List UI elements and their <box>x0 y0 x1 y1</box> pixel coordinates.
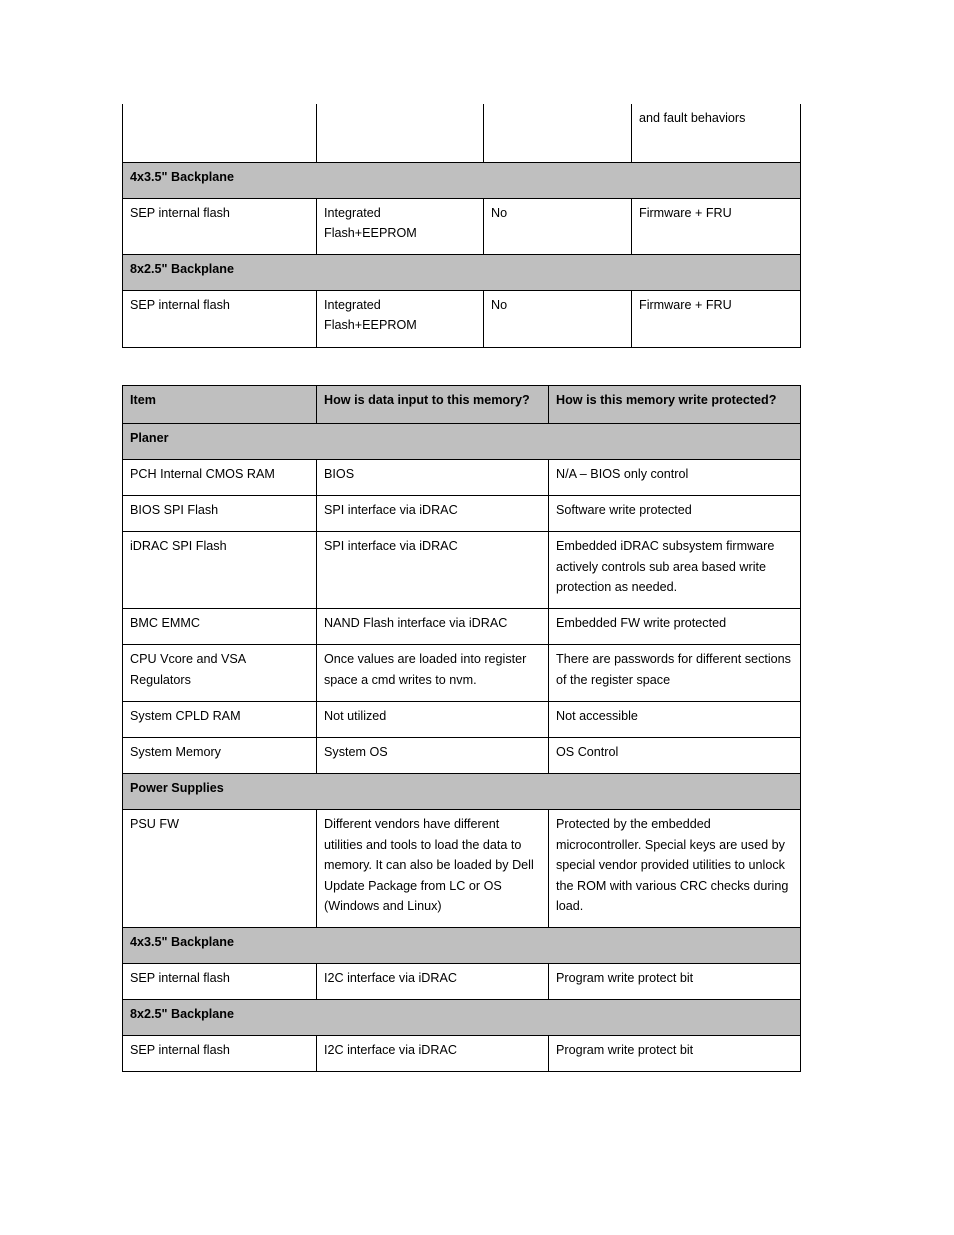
table-cell: System CPLD RAM <box>123 702 317 738</box>
table-row <box>123 460 801 496</box>
table-cell: Not accessible <box>549 702 801 738</box>
table-cell: BIOS SPI Flash <box>123 496 317 532</box>
table-row <box>123 290 801 347</box>
table-cell: Integrated Flash+EEPROM <box>317 198 484 254</box>
table-cell: Once values are loaded into register space a cmd writes to nvm. <box>317 645 549 702</box>
table-header-row <box>123 386 801 424</box>
table-row <box>123 532 801 609</box>
memory-table-continued <box>122 104 801 348</box>
table-row-continued <box>123 104 801 162</box>
table-row <box>123 1036 801 1072</box>
table-cell: System OS <box>317 738 549 774</box>
section-title: Power Supplies <box>123 774 801 810</box>
table-cell: SEP internal flash <box>123 290 317 347</box>
section-row <box>123 254 801 290</box>
table-cell <box>317 104 484 162</box>
table-row <box>123 702 801 738</box>
table-cell: PSU FW <box>123 810 317 928</box>
table-cell: OS Control <box>549 738 801 774</box>
column-header: How is data input to this memory? <box>317 386 549 424</box>
table-cell: iDRAC SPI Flash <box>123 532 317 609</box>
table-row <box>123 609 801 645</box>
table-cell: SPI interface via iDRAC <box>317 532 549 609</box>
section-title: 8x2.5" Backplane <box>123 254 801 290</box>
table-cell: BIOS <box>317 460 549 496</box>
table-cell: PCH Internal CMOS RAM <box>123 460 317 496</box>
section-title: 4x3.5" Backplane <box>123 928 801 964</box>
table-cell <box>484 104 632 162</box>
section-row <box>123 774 801 810</box>
table-cell: CPU Vcore and VSA Regulators <box>123 645 317 702</box>
table-cell: System Memory <box>123 738 317 774</box>
memory-write-protection-table <box>122 385 801 1072</box>
table-cell: Protected by the embedded microcontroller. Special keys are used by special vendor provided utilities to unlock the ROM with various CRC checks during load. <box>549 810 801 928</box>
table-cell: Firmware + FRU <box>632 198 801 254</box>
table-cell: SEP internal flash <box>123 964 317 1000</box>
table-cell: No <box>484 290 632 347</box>
table-cell: Embedded FW write protected <box>549 609 801 645</box>
section-title: Planer <box>123 424 801 460</box>
table-cell: SEP internal flash <box>123 1036 317 1072</box>
table-cell: Program write protect bit <box>549 1036 801 1072</box>
table-row <box>123 645 801 702</box>
table-cell: and fault behaviors <box>632 104 801 162</box>
column-header: Item <box>123 386 317 424</box>
table-cell: BMC EMMC <box>123 609 317 645</box>
table-cell: Different vendors have different utilities and tools to load the data to memory. It can also be loaded by Dell Update Package from LC or OS (Windows and Linux) <box>317 810 549 928</box>
table-cell: There are passwords for different sections of the register space <box>549 645 801 702</box>
table-cell: Software write protected <box>549 496 801 532</box>
table-cell: Integrated Flash+EEPROM <box>317 290 484 347</box>
section-title: 4x3.5" Backplane <box>123 162 801 198</box>
table-cell <box>123 104 317 162</box>
table-cell: SEP internal flash <box>123 198 317 254</box>
table-cell: Firmware + FRU <box>632 290 801 347</box>
table-cell: SPI interface via iDRAC <box>317 496 549 532</box>
table-cell: N/A – BIOS only control <box>549 460 801 496</box>
table-cell: Not utilized <box>317 702 549 738</box>
table-cell: I2C interface via iDRAC <box>317 964 549 1000</box>
table-row <box>123 198 801 254</box>
table-row <box>123 964 801 1000</box>
table-row <box>123 738 801 774</box>
section-row <box>123 424 801 460</box>
table-cell: Embedded iDRAC subsystem firmware actively controls sub area based write protection as needed. <box>549 532 801 609</box>
section-row <box>123 928 801 964</box>
table-row <box>123 810 801 928</box>
table-cell: NAND Flash interface via iDRAC <box>317 609 549 645</box>
section-title: 8x2.5" Backplane <box>123 1000 801 1036</box>
section-row <box>123 162 801 198</box>
table-row <box>123 496 801 532</box>
section-row <box>123 1000 801 1036</box>
table-cell: I2C interface via iDRAC <box>317 1036 549 1072</box>
table-cell: No <box>484 198 632 254</box>
table-cell: Program write protect bit <box>549 964 801 1000</box>
column-header: How is this memory write protected? <box>549 386 801 424</box>
